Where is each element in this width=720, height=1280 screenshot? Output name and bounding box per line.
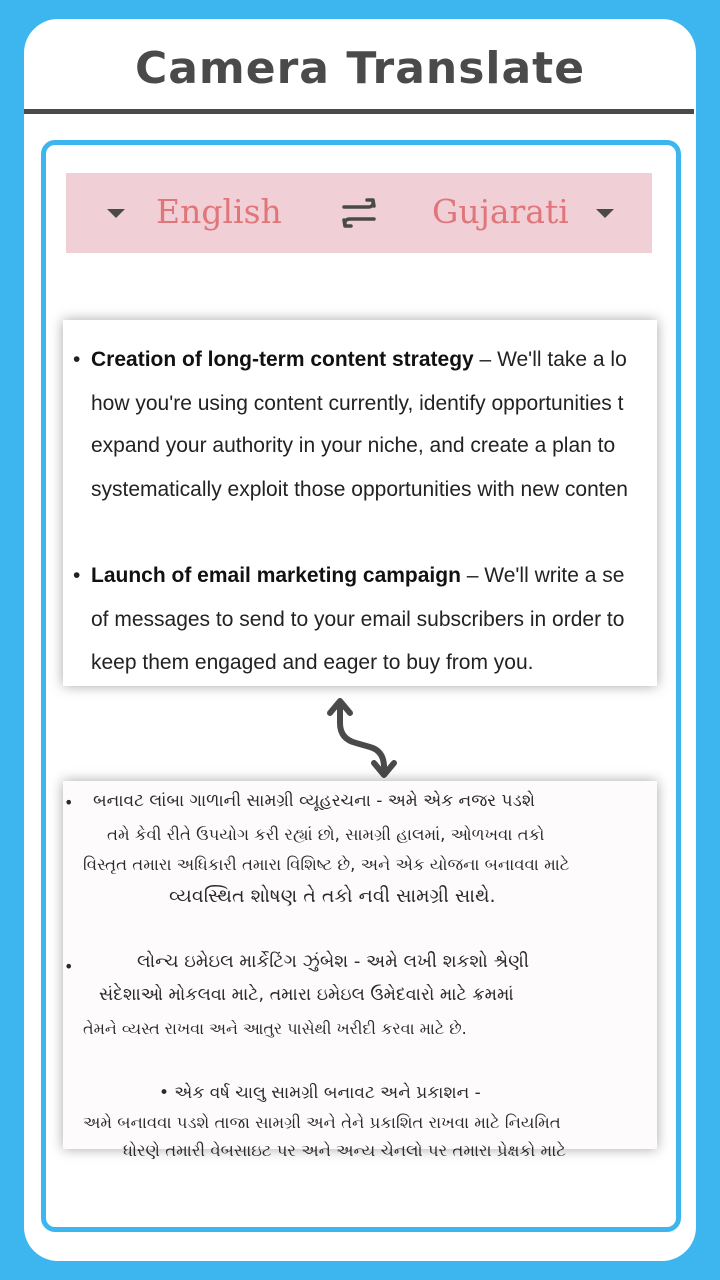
source-language-selector[interactable]: English: [156, 192, 282, 231]
language-bar: [66, 173, 652, 253]
page-title: Camera Translate: [134, 43, 586, 94]
source-line: keep them engaged and eager to buy from you.: [91, 651, 534, 674]
source-heading: Launch of email marketing campaign: [91, 564, 461, 587]
source-text-image: [63, 320, 657, 686]
target-language-selector[interactable]: Gujarati: [432, 192, 569, 231]
translated-text-image: [63, 781, 657, 1160]
translated-line: અમે બનાવવા પડશે તાજા સામગ્રી અને તેને પ્રકાશિત રાખવા માટે નિયમિત: [83, 1113, 561, 1132]
source-line: systematically exploit those opportunities with new conten: [91, 478, 628, 501]
source-line: • Creation of long-term content strategy – We'll take a lo: [73, 348, 627, 371]
translated-bullet: •: [64, 793, 74, 812]
caret-down-icon[interactable]: [107, 209, 125, 218]
translated-line: ધોરણે તમારી વેબસાઇટ પર અને અન્ય ચેનલો પર તમારા પ્રેક્ષકો માટે: [123, 1141, 566, 1160]
translated-line: વિસ્તૃત તમારા અધિકારી તમારા વિશિષ્ટ છે, અને એક યોજના બનાવવા માટે: [83, 855, 570, 874]
translated-line: વ્યવસ્થિત શોષણ તે તકો નવી સામગ્રી સાથે.: [169, 885, 496, 907]
source-heading: Creation of long-term content strategy: [91, 348, 474, 371]
swap-horizontal-icon[interactable]: [338, 195, 380, 231]
main-card: [24, 19, 696, 1261]
translated-line: તમે કેવી રીતે ઉપયોગ કરી રહ્યાં છો, સામગ્રી હાલમાં, ઓળખવા તકો: [107, 825, 545, 844]
translated-line: સંદેશાઓ મોકલવા માટે, તમારા ઇમેઇલ ઉમેદવારો માટે ક્રમમાં: [99, 985, 514, 1005]
caret-down-icon[interactable]: [596, 209, 614, 218]
title-divider: [24, 109, 694, 114]
swap-vertical-icon[interactable]: [326, 695, 400, 777]
translation-frame: [41, 140, 681, 1232]
source-line: expand your authority in your niche, and create a plan to: [91, 434, 616, 457]
translated-line: બનાવટ લાંબા ગાળાની સામગ્રી વ્યૂહરચના - અમે એક નજર પડશે: [93, 791, 535, 811]
translated-line: લોન્ચ ઇમેઇલ માર્કેટિંગ ઝુંબેશ - અમે લખી શકશો શ્રેણી: [137, 951, 529, 972]
source-line: how you're using content currently, identify opportunities t: [91, 392, 624, 415]
source-line: of messages to send to your email subscribers in order to: [91, 608, 625, 631]
translated-line: તેમને વ્યસ્ત રાખવા અને આતુર પાસેથી ખરીદી કરવા માટે છે.: [83, 1019, 467, 1038]
translated-bullet: •: [64, 957, 74, 976]
translated-line: • એક વર્ષ ચાલુ સામગ્રી બનાવટ અને પ્રકાશન -: [159, 1083, 481, 1103]
source-line: • Launch of email marketing campaign – We'll write a se: [73, 564, 625, 587]
